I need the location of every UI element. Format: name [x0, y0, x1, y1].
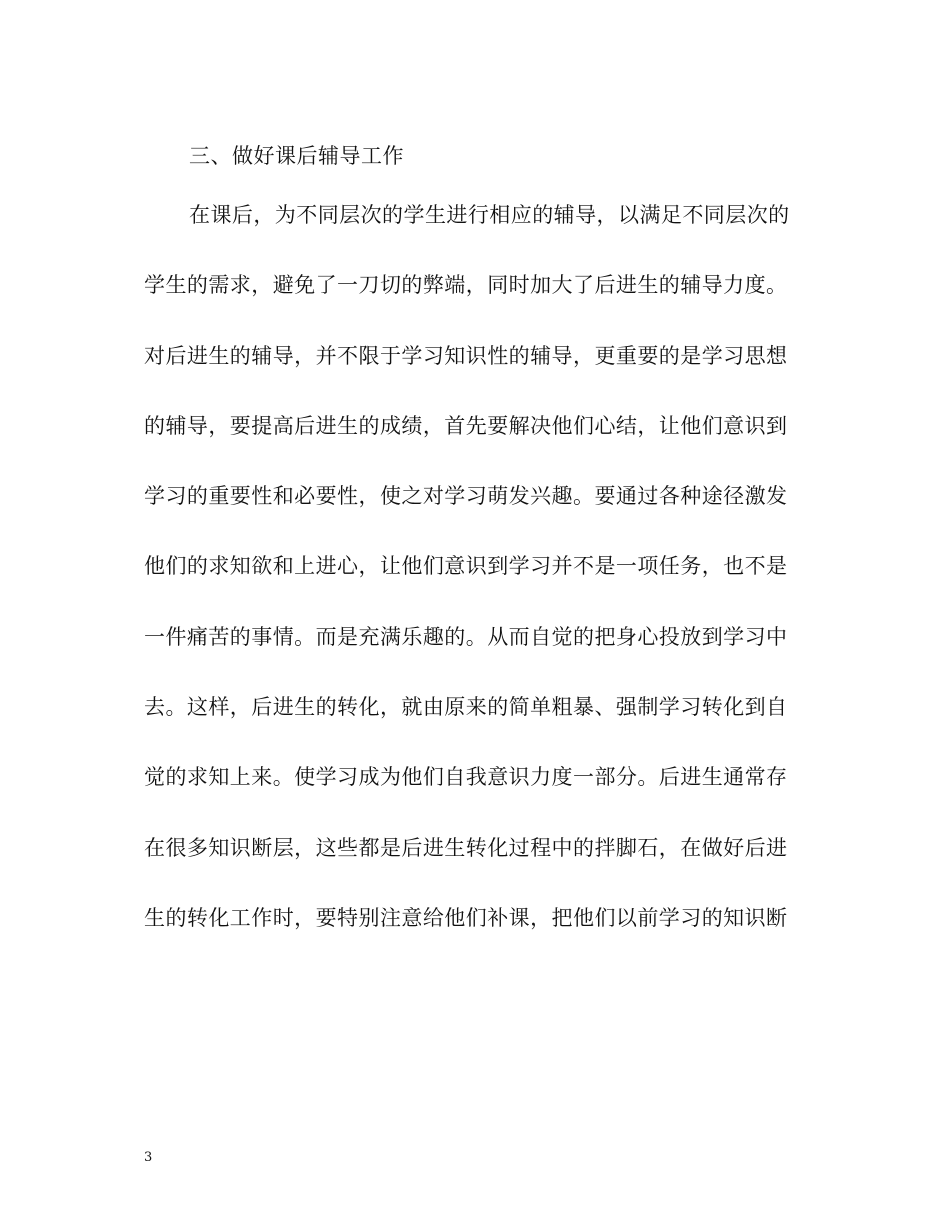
text-line: 学习的重要性和必要性，使之对学习萌发兴趣。要通过各种途径激发: [144, 484, 788, 509]
text-line: 去。这样，后进生的转化，就由原来的简单粗暴、强制学习转化到自: [144, 695, 788, 720]
text-line: 对后进生的辅导，并不限于学习知识性的辅导，更重要的是学习思想: [144, 343, 788, 368]
page-number: 3: [144, 1150, 153, 1165]
section-heading: 三、做好课后辅导工作: [189, 144, 404, 168]
text-line: 的辅导，要提高后进生的成绩，首先要解决他们心结，让他们意识到: [144, 413, 788, 438]
text-line: 他们的求知欲和上进心，让他们意识到学习并不是一项任务，也不是: [144, 554, 788, 579]
text-line: 生的转化工作时，要特别注意给他们补课，把他们以前学习的知识断: [144, 905, 788, 930]
text-line: 学生的需求，避免了一刀切的弊端，同时加大了后进生的辅导力度。: [144, 273, 788, 298]
text-line: 在课后，为不同层次的学生进行相应的辅导，以满足不同层次的: [189, 203, 790, 227]
text-line: 在很多知识断层，这些都是后进生转化过程中的拌脚石，在做好后进: [144, 835, 788, 860]
text-line: 觉的求知上来。使学习成为他们自我意识力度一部分。后进生通常存: [144, 765, 788, 790]
text-line: 一件痛苦的事情。而是充满乐趣的。从而自觉的把身心投放到学习中: [144, 624, 788, 649]
body-paragraph: [144, 200, 799, 973]
